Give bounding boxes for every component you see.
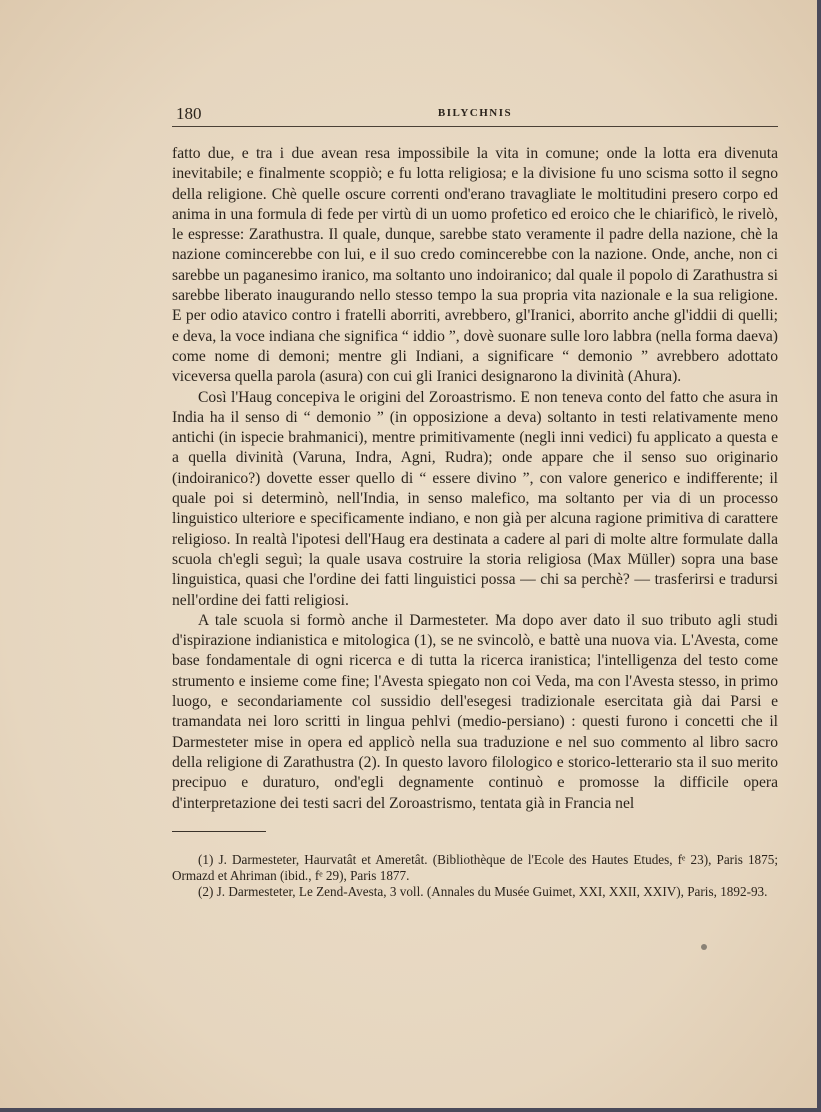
footnote: (1) J. Darmesteter, Haurvatât et Ameretât. (Bibliothèque de l'Ecole des Hautes Etudes, fᵉ 23), Paris 1875; Ormazd et Ahriman (ibid., fᵉ 29), Paris 1877. (172, 852, 778, 883)
footnotes (172, 852, 778, 900)
page-number: 180 (176, 104, 202, 123)
paragraph: Così l'Haug concepiva le origini del Zoroastrismo. E non teneva conto del fatto che asura in India ha il senso di “ demonio ” (in opposizione a deva) soltanto in testi relativamente meno antichi (in ispecie brahmanici), mentre primitivamente (negli inni vedici) fu applicato a questa e a quella divinità (Varuna, Indra, Agni, Rudra); onde appare che il senso suo originario (indoiranico?) dovette esser quello di “ essere divino ”, con valore generico e indifferente; il quale poi si determinò, nell'India, in senso malefico, ma soltanto per via di un processo linguistico ulteriore e specificamente indiano, e non già per alcuna ragione primitiva di carattere religioso. In realtà l'ipotesi dell'Haug era destinata a cadere al pari di molte altre formulate dalla scuola ch'egli seguì; la quale usava costruire la storia religiosa (Max Müller) sopra una base linguistica, quasi che l'ordine dei fatti linguistici possa — chi sa perchè? — trasferirsi e tradursi nell'ordine dei fatti religiosi. (172, 388, 778, 609)
paper-speck (701, 944, 707, 950)
paragraph: A tale scuola si formò anche il Darmesteter. Ma dopo aver dato il suo tributo agli studi d'ispirazione indianistica e mitologica (1), se ne svincolò, e battè una nuova via. L'Avesta, come base fondamentale di ogni ricerca e di tutta la ricerca iranistica; l'intelligenza del testo come strumento e insieme come fine; l'Avesta spiegato non coi Veda, ma con l'Avesta stesso, in primo luogo, e secondariamente col sussidio dell'esegesi tradizionale esercitata già dai Parsi e tramandata nei loro scritti in lingua pehlvi (medio-persiano) : questi furono i concetti che il Darmesteter mise in opera ed applicò nella sua traduzione e nel suo commento al libro sacro della religione di Zarathustra (2). In questo lavoro filologico e storico-letterario sta il suo merito precipuo e duraturo, ond'egli degnamente continuò e promosse la difficile opera d'interpretazione dei testi sacri del Zoroastrismo, tentata già in Francia nel (172, 611, 778, 812)
footnote-divider (172, 831, 266, 832)
page-header (172, 102, 778, 127)
paragraph: fatto due, e tra i due avean resa impossibile la vita in comune; onde la lotta era divenuta inevitabile; e finalmente scoppiò; e fu lotta religiosa; e la divisione fu uno scisma sotto il segno della religione. Chè quelle oscure correnti ond'erano travagliate le moltitudini presero corpo ed anima in una formula di fede per virtù di un uomo profetico ed eroico che le chiarificò, le rivelò, le espresse: Zarathustra. Il quale, dunque, sarebbe stato veramente il padre della nazione, chè la nazione comincerebbe con lui, e il suo credo comincerebbe con la nazione. Onde, anche, non ci sarebbe un paganesimo iranico, ma soltanto uno indoiranico; dal quale il popolo di Zarathustra si sarebbe liberato inaugurando nello stesso tempo la sua propria vita nazionale e la sua religione. E per odio atavico contro i fratelli aborriti, avrebbero, gl'Iranici, aborrito anche gl'iddii di quelli; e deva, la voce indiana che significa “ iddio ”, dovè suonare sulle loro labbra (nella forma daeva) come nome di demoni; mentre gli Indiani, a significare “ demonio ” avrebbero adottato viceversa quella parola (asura) con cui gli Iranici designarono la divinità (Ahura). (172, 145, 778, 386)
body-text (172, 144, 778, 814)
running-head: BILYCHNIS (437, 107, 513, 119)
footnote: (2) J. Darmesteter, Le Zend-Avesta, 3 voll. (Annales du Musée Guimet, XXI, XXII, XXIV), Paris, 1892-93. (198, 884, 768, 899)
